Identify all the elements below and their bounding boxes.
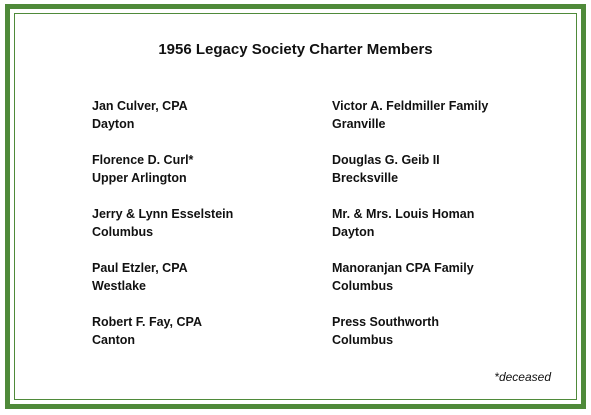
member-entry <box>92 151 233 205</box>
member-city: Dayton <box>92 117 135 131</box>
member-name: Manoranjan CPA Family <box>332 261 474 275</box>
member-name: Victor A. Feldmiller Family <box>332 99 489 113</box>
member-name: Douglas G. Geib II <box>332 153 440 167</box>
members-left-column <box>92 97 233 367</box>
member-city: Brecksville <box>332 171 399 185</box>
member-city: Canton <box>92 333 136 347</box>
member-city: Dayton <box>332 225 375 239</box>
member-name: Press Southworth <box>332 315 439 329</box>
members-right-column <box>332 97 488 367</box>
member-entry <box>332 313 488 367</box>
member-name: Paul Etzler, CPA <box>92 261 188 275</box>
member-city: Upper Arlington <box>92 171 187 185</box>
member-name: Robert F. Fay, CPA <box>92 315 202 329</box>
member-name: Florence D. Curl* <box>92 153 194 167</box>
deceased-footnote: *deceased <box>494 370 551 384</box>
outer-border <box>5 4 586 409</box>
member-city: Columbus <box>92 225 154 239</box>
member-entry <box>332 97 488 151</box>
member-entry <box>92 259 233 313</box>
member-city: Westlake <box>92 279 146 293</box>
member-city: Columbus <box>332 333 394 347</box>
member-name: Jan Culver, CPA <box>92 99 188 113</box>
inner-border <box>14 13 577 400</box>
member-entry <box>92 97 233 151</box>
page-title: 1956 Legacy Society Charter Members <box>158 41 433 58</box>
member-city: Granville <box>332 117 386 131</box>
member-entry <box>332 205 488 259</box>
member-entry <box>92 313 233 367</box>
member-entry <box>92 205 233 259</box>
member-entry <box>332 151 488 205</box>
member-name: Mr. & Mrs. Louis Homan <box>332 207 475 221</box>
member-city: Columbus <box>332 279 394 293</box>
member-entry <box>332 259 488 313</box>
member-name: Jerry & Lynn Esselstein <box>92 207 234 221</box>
